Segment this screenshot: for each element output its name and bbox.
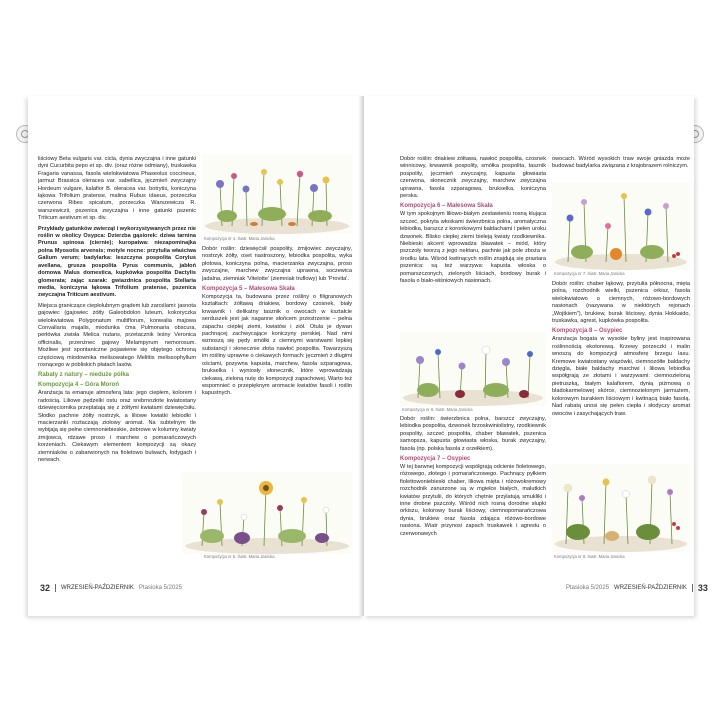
left-column-1 [38,156,196,467]
issue-section: WRZESIEŃ-PAŹDZIERNIK [61,585,134,591]
figure-caption: Kompozycja nr 7. Ilustr. Maria Janicka [554,271,625,276]
right-column-2-top [552,156,690,174]
paragraph: Kompozycja ta, budowana przez rośliny o filigranowych kształtach: żółtawą driakiew, bordowy czosnek, biały krwawnik i delikatny tasznik o owocach w kształcie serduszek jest jak naganne słońcem przestrzenie – pełna zapachu ciepłej ziemi, kwiatów i ziół. Otula je dywan pachnącej zachwycające koniczyny perskiej. Nad nimi wznoszą się pędy smółki z ciemnymi warstwami lepkiej substancji i słonecznie złota nawłoć pospolita. Towarzyszą im rośliny uprawne o ciekawych formach: jęczmień z długimi ościami, pozywna kapusta, marchew, fasola szparagowa, brukselka i wyniosły słonecznik, które wprowadzają ciekawą, zieloną nutę do kompozycji zapachowej. Warto też wspomnieć o przepięknym aromacie kwiatów fasoli i roślin kapustnych. [202,294,352,397]
paragraph: Aranżacja bogata w wysokie byliny jest inspirowana roślinnością ekotonową. Krzewy porzeczki i malin wnoszą do kompozycji atmosferę brzegu lasu. Kremowe kwiatostany wiązówki, ciemnozółte baldachy dzięgla, białe baldachy marchwi i liliowa lebiodka współgrają ze złotami i warzywami: ciemnozieloną pietruszką, białym kalafiorem, dynią piżmową o bladokarmelowej skórce, ciemnozielonym jarmużem, kolorowym burakiem liściowym i kwitnącą biało fasolą. Nad rabatą unosi się pełen ciepła i słodyczy aromat owoców i zasychających traw. [552,336,690,417]
paragraph: Aranżacja ta emanuje atmosferą lata: jego ciepłem, kolorem i radością. Liliowe pędzelki ostu oraz srebrnozłote kwiatostany dziewięciornika przeplatają się z żółtymi kwiatami dziewięćsiłu. Słodko pachnie żółty nostrzyk, a liliowe kwiatki lebiodki i macierzanki roztaczają ziołowy aromat. Na subtelnym tle wybijają się pełne ciemnoniebieskie, żebrowe w kolumny kwiaty żmijowca, rdzawe proso i marchew o pomarańczowych korzeniach. Ciekawym elementem kompozycji są okazy ziemniaków o zabarwionych na fioletowo bulwach, łodygach i nerwach. [38,390,196,464]
figure-caption: Kompozycja nr 4. Ilustr. Maria Janicka [204,236,275,241]
right-column-1b [400,416,546,541]
left-column-2 [202,246,352,401]
paragraph: owocach. Wśród wysokich traw swoje gniazda może budować badylarka związana z krajobrazem rolniczym. [552,156,690,170]
paragraph: W tej barwnej kompozycji współgrają odcienie fioletowego, różowego, złotego i pomarańczowego. Pachnący pyłkiem fiolettowoniebieski chaber, liliowa mięta i różowokremowy rozchodnik zanurzone są w mgiełce białych, malutkich kwiatów przytulii, do których chętnie przylatują smukliki i inne drobne pszczoły. Wśród nich rosną dorodne słupki orkiszu, kolorowy burak liściowy, ciemnopomarańczowa dynia, brukiew oraz fasola zdająca różowo-bordowe nasiona. Wiatr przynosi zapach truskawek i agrestu o czerwonawych [400,464,546,537]
left-footer [40,583,182,593]
section-heading: Kompozycja 7 – Osypiec [400,456,471,463]
page-number: 32 [40,583,51,593]
magazine-name: Ptasioka 5/2025 [566,585,610,591]
divider [55,584,56,592]
figure-caption: Kompozycja nr 6. Ilustr. Maria Janicka [402,407,473,412]
magazine-name: Ptasioka 5/2025 [138,585,182,591]
paragraph: Przykłady gatunków zwierząt i wykorzystywanych przez nie roślin w okolicy Osypca: Dzierzba gąsiorek: dziwa tarnina Prunus spinosa (ciernie); kuropatwa: niezapominajka polna Myosotis arvensis; motyle nocne: przytulia właściwa Galium verum; badylarka: leszczyna pospolita Corylus avellana, grusza pospolita Pyrus communis, jabłoń domowa Malus domestica, kupkówka pospolita Dactylis glomerata; zając szarak: gwiazdnica pospolita Stellaria media, koniczyna łąkowa Trifolium pratense, pszenica zwyczajna Triticum aestivum. [38,225,196,299]
issue-section: WRZESIEŃ-PAŹDZIERNIK [614,585,687,591]
page-number: 33 [697,583,708,593]
paragraph: Dobór roślin: dziewięćsił pospolity, żmijowiec zwyczajny, nostrzyk żółty, oset nastroszony, lebiodka pospolita, wyka płotowa, koniczyna polna, macierzanka zwyczajna, proso zwyczajne, marchew zwyczajna uprawna, soczewica jadalna, ziemniak 'Vitelotte' (ziemniak truflowy) lub 'Provita'. [202,246,352,282]
paragraph: Dobór roślin: chaber łąkowy, przytulia północna, mięta polna, rozchodnik wielki, pszenica orkisz, fasola wielokwiatowo o ciemnych, różowo-bordowych nasionach (nazywana w niektórych rejonach „Wojtkiem"), brukiew, burak liściowy, dynia Hokkaido, truskawka, agrest, kupkówka pospolita. [552,281,690,325]
paragraph: liściowy Beta vulgaris var. cicla, dynia zwyczajna i inne gatunki dyni Cucurbita pepo et sp. div. (oraz różne odmiany), truskawka Fragaria vanassa, fasola wielokwiatowa Phaseolus coccineus, jarmuż Brassica oleracea var. sabellica, jęczmień zwyczajny Hordeum vulgare, kalafior B. oleracea var. botrytis, koniczyna łąkowa Trifolium pratense, malina Rubus idaeus, porzeczka czerwona Ribes spicatum, porzeczka Warszewicza R. warszewiczii, pszenica zwyczajna i inne gatunki pszenic Triticum aestivum et sp. div. [38,156,196,222]
left-page [28,96,364,616]
right-column-2 [552,281,690,421]
illustration-composition-4 [202,154,352,234]
section-heading: Kompozycja 8 – Osypiec [552,328,623,335]
right-page [364,96,694,616]
divider [692,584,693,592]
paragraph: W tym spokojnym liliowo-białym zestawieniu rosną klująca szczeć, pokryta włoskami świerzbnica polna, aromatyczna lebiodka, barszcz z koronkowymi baldachami i pełen uroku dzwonek. Blisko ciepłej ziemi bieleją kwiaty rzodkiewnika. Niebieski akcent wprowadza bławatek – miód, który pszczoły tworzą z jego nektaru, pachnie jak pole zboża w środku lata. Wśród kwitnących roślin znajdują się prastara pszenica: są też warzywa: kapusta włoska o pomarszczonych, zielonych liściach, bordowy burak i fasola o biało-wiśniowych nasionach. [400,211,546,285]
figure-caption: Kompozycja nr 5. Ilustr. Maria Janicka [204,554,275,559]
section-heading: Kompozycja 5 – Małesowa Skała [202,286,295,293]
illustration-composition-5 [182,472,352,554]
illustration-composition-7 [552,182,690,270]
section-heading: Kompozycja 6 – Małesowa Skała [400,203,493,210]
right-footer [566,583,708,593]
illustration-composition-6 [400,332,546,406]
paragraph: Dobór roślin: driakiew żółtawa, nawłoć pospolita, czosnek winnicowy, krwawnik pospolity, smółka pospolita, tasznik pospolity, jęczmień zwyczajny, kapusta głowiasta czerwona, słonecznik zwyczajny, marchew zwyczajna uprawna, fasola szparagowa, brukselka, koniczyna perska. [400,156,546,200]
section-heading: Rabaty z natury – nieduże pólka [38,372,130,379]
illustration-composition-8 [552,464,690,552]
right-column-1 [400,156,546,289]
paragraph: Dobór roślin: świerzbnica polna, barszcz zwyczajny, lebiodka pospolita, dzwonek brzoskwiniolistny, rzodkiewnik pospolity, szczeć pospolita, chaber bławatek, pszenica samopsza, kapusta głowiasta włoska, burak zwyczajny, fasola (np. polska fasola z orzełkiem). [400,416,546,452]
figure-caption: Kompozycja nr 8. Ilustr. Maria Janicka [554,554,625,559]
paragraph: Miejsca graniczące ciepłolubnym grądem lub zaroślami: jasnota gajowiec (gajowiec żółty Galeobdolon luteum, kokoryczka wielokwiatowa Polygonatum multiflorum, konwalia majowa Convallaria majalis, miodunka ćma Pulmonaria obscura, perłówka zwisła Melica nutans, przetacznik leśny Veronica officinalis, przenżnec gajowy Melampyrum nemorosum. Możliwe jest spontaniczne pojawienie się objętego ochroną częściową miodownika melisowatego Melittis melissophyllum rosnącego w pobliskich płatach lasów. [38,302,196,368]
section-heading: Kompozycja 4 – Góra Moroń [38,382,120,389]
